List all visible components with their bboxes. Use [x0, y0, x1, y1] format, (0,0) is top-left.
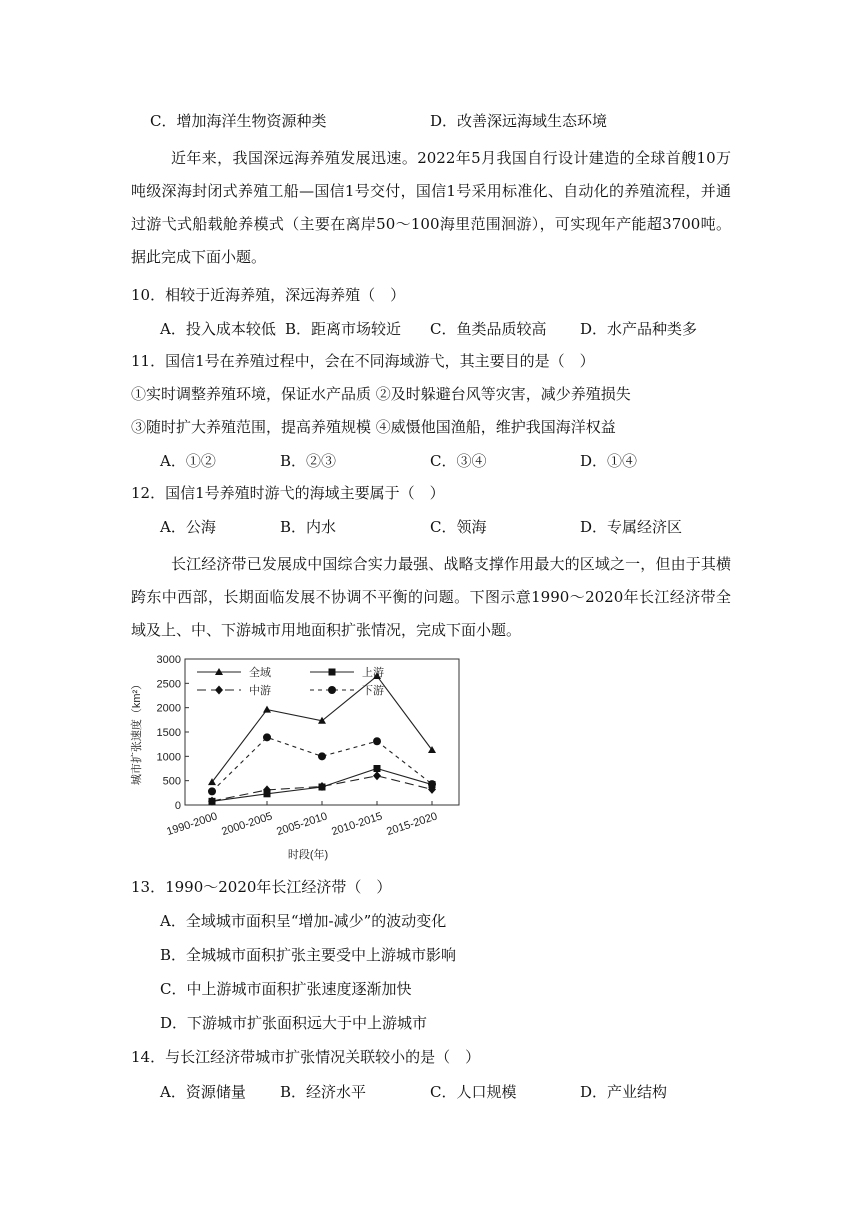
- y-tick-label: 2000: [156, 702, 181, 715]
- series-line-全域: [212, 676, 432, 782]
- y-tick-label: 2500: [156, 678, 181, 691]
- q9-option-c: C．增加海洋生物资源种类: [150, 112, 327, 130]
- x-tick-label: 1990-2000: [165, 810, 219, 839]
- data-point-下游: [263, 733, 271, 741]
- q12-stem: 12．国信1号养殖时游弋的海域主要属于（ ）: [131, 484, 445, 502]
- legend-label-下游: 下游: [362, 685, 384, 697]
- q12-option-b: B．内水: [280, 518, 337, 536]
- y-axis-label: 城市扩张速度（km²）: [131, 678, 143, 786]
- q11-option-d: D．①④: [580, 452, 638, 470]
- q11-statements-2: ③随时扩大养殖范围，提高养殖规模 ④威慑他国渔船，维护我国海洋权益: [131, 418, 616, 436]
- q11-option-b: B．②③: [280, 452, 337, 470]
- y-tick-label: 500: [162, 775, 181, 788]
- passage-yangtze-economic-belt: 长江经济带已发展成中国综合实力最强、战略支撑作用最大的区域之一，但由于其横跨东中西部，长期面临发展不协调不平衡的问题。下图示意1990～2020年长江经济带全域及上、中、下游城市用地面积扩张情况，完成下面小题。: [131, 555, 731, 639]
- series-group: [208, 672, 436, 806]
- q10-option-c: C．鱼类品质较高: [430, 320, 547, 338]
- data-point-下游: [428, 780, 436, 788]
- x-tick-label: 2005-2010: [275, 810, 329, 839]
- q13-option-a: A．全域城市面积呈“增加-减少”的波动变化: [160, 912, 447, 930]
- q13-option-b: B．全城城市面积扩张主要受中上游城市影响: [160, 946, 457, 964]
- legend: [197, 665, 384, 697]
- data-point-下游: [373, 737, 381, 745]
- passage-deep-sea-farming: 近年来，我国深远海养殖发展迅速。2022年5月我国自行设计建造的全球首艘10万吨级深海封闭式养殖工船—国信1号交付，国信1号采用标准化、自动化的养殖流程，并通过游弋式船载舱养模式（主要在离岸50～100海里范围洄游），可实现年产能超3700吨。据此完成下面小题。: [131, 149, 731, 266]
- q10-option-a: A．投入成本较低: [160, 320, 276, 338]
- legend-marker-下游: [328, 686, 336, 694]
- x-tick-label: 2015-2020: [385, 810, 439, 839]
- q12-option-d: D．专属经济区: [580, 518, 683, 536]
- urban-expansion-chart: [128, 650, 468, 870]
- q11-statements-1: ①实时调整养殖环境，保证水产品质 ②及时躲避台风等灾害，减少养殖损失: [131, 385, 631, 403]
- y-tick-label: 1500: [156, 727, 181, 739]
- x-tick-label: 2010-2015: [330, 810, 384, 839]
- data-point-下游: [318, 752, 326, 760]
- legend-marker-中游: [215, 686, 223, 695]
- q11-stem: 11．国信1号在养殖过程中，会在不同海域游弋，其主要目的是（ ）: [131, 352, 595, 370]
- x-tick-label: 2000-2005: [220, 810, 274, 839]
- chart-svg: [128, 650, 468, 870]
- q13-stem: 13．1990～2020年长江经济带（ ）: [131, 878, 392, 896]
- legend-marker-上游: [329, 669, 336, 676]
- q14-option-d: D．产业结构: [580, 1083, 668, 1101]
- y-tick-label: 1000: [156, 751, 181, 764]
- y-tick-label: 0: [174, 800, 181, 812]
- data-point-全域: [263, 706, 271, 713]
- q14-option-b: B．经济水平: [280, 1083, 367, 1101]
- q10-stem: 10．相较于近海养殖，深远海养殖（ ）: [131, 286, 406, 304]
- q12-option-a: A．公海: [160, 518, 216, 536]
- q13-option-c: C．中上游城市面积扩张速度逐渐加快: [160, 980, 412, 998]
- q9-option-d: D．改善深远海域生态环境: [430, 112, 608, 130]
- q11-option-a: A．①②: [160, 452, 216, 470]
- legend-label-上游: 上游: [362, 667, 384, 679]
- data-point-中游: [373, 771, 381, 780]
- data-point-下游: [208, 787, 216, 795]
- x-axis-ticks: [165, 801, 439, 838]
- y-axis-ticks: [157, 654, 189, 812]
- q13-option-d: D．下游城市扩张面积远大于中上游城市: [160, 1014, 428, 1032]
- q12-option-c: C．领海: [430, 518, 487, 536]
- x-axis-label: 时段(年): [287, 849, 329, 861]
- legend-label-全域: 全域: [249, 667, 271, 679]
- q10-option-d: D．水产品种类多: [580, 320, 698, 338]
- q14-option-c: C．人口规模: [430, 1083, 517, 1101]
- y-tick-label: 3000: [156, 654, 181, 666]
- q11-option-c: C．③④: [430, 452, 487, 470]
- q14-stem: 14．与长江经济带城市扩张情况关联较小的是（ ）: [131, 1048, 481, 1066]
- q10-option-b: B．距离市场较近: [285, 320, 402, 338]
- q14-option-a: A．资源储量: [160, 1083, 246, 1101]
- data-point-上游: [374, 765, 381, 772]
- legend-label-中游: 中游: [249, 685, 271, 697]
